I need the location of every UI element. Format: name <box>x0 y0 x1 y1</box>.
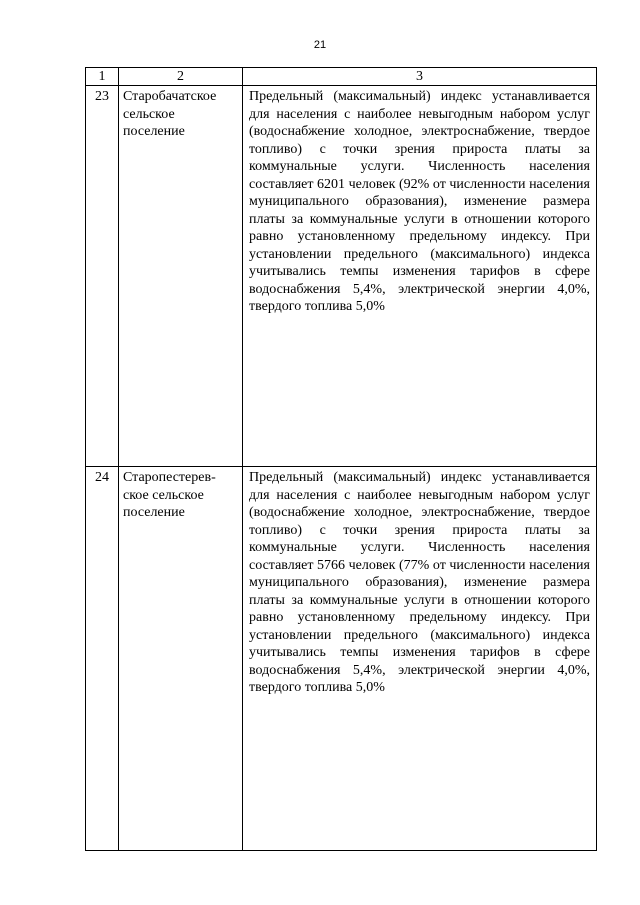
row-number: 23 <box>86 86 119 467</box>
index-description: Предельный (максимальный) индекс устанавливается для населения с наиболее невыгодным набором услуг (водоснабжение холодное, электроснабжение, твердое топливо) с точки зрения прироста платы за коммунальные услуги. Численность населения составляет 5766 человек (77% от численности населения муниципального образования), изменение размера платы за коммунальные услуги в отношении которого равно установленному предельному индексу. При установлении предельного (максимального) индекса учитывались темпы изменения тарифов в сфере водоснабжения 5,4%, электрической энергии 4,0%, твердого топлива 5,0% <box>243 467 597 851</box>
column-header-2: 2 <box>119 68 243 86</box>
column-header-3: 3 <box>243 68 597 86</box>
table-row <box>86 467 597 851</box>
column-header-1: 1 <box>86 68 119 86</box>
table-row <box>86 86 597 467</box>
page-number: 21 <box>313 39 327 51</box>
municipal-index-table <box>85 67 597 851</box>
settlement-name: Старобачатское сельское поселение <box>119 86 243 467</box>
table-header-row <box>86 68 597 86</box>
index-description: Предельный (максимальный) индекс устанавливается для населения с наиболее невыгодным набором услуг (водоснабжение холодное, электроснабжение, твердое топливо) с точки зрения прироста платы за коммунальные услуги. Численность населения составляет 6201 человек (92% от численности населения муниципального образования), изменение размера платы за коммунальные услуги в отношении которого равно установленному предельному индексу. При установлении предельного (максимального) индекса учитывались темпы изменения тарифов в сфере водоснабжения 5,4%, электрической энергии 4,0%, твердого топлива 5,0% <box>243 86 597 467</box>
settlement-name: Старопестерев-ское сельское поселение <box>119 467 243 851</box>
row-number: 24 <box>86 467 119 851</box>
